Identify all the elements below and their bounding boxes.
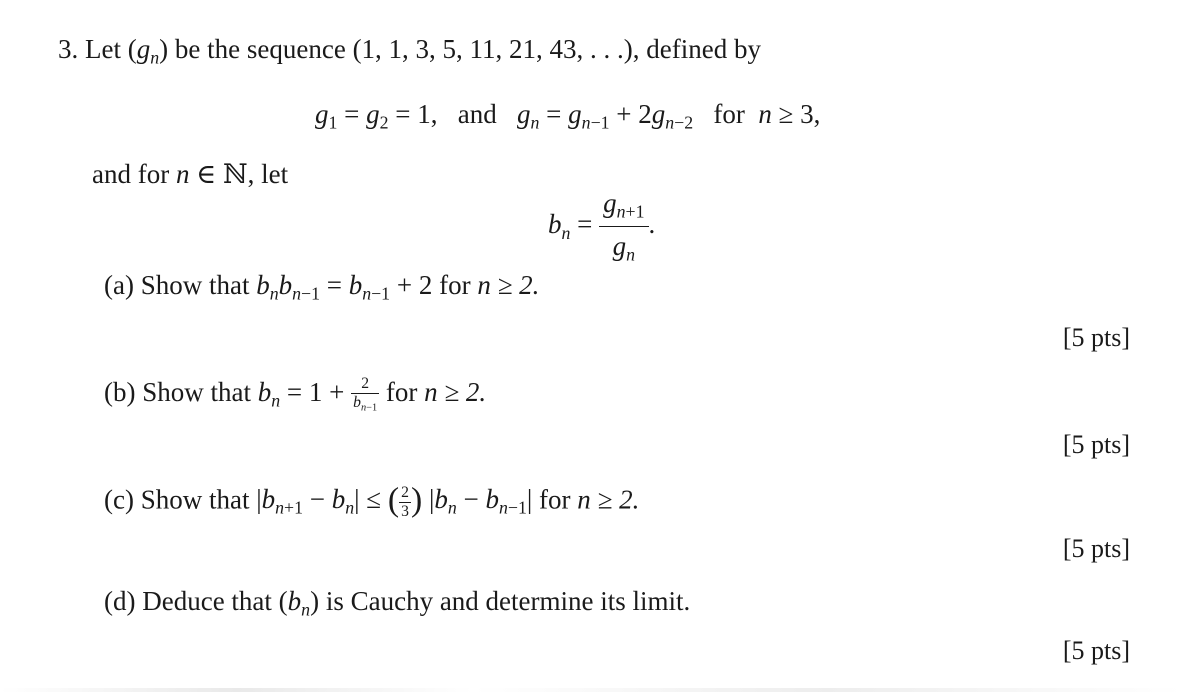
part-d-points: [5 pts] — [1062, 636, 1130, 665]
bn-definition: $b_n$ = $\frac{g_{n+1}}{g_n}$ . — [548, 188, 656, 265]
sequence-symbol: $(g_n)$ — [127, 34, 169, 68]
part-a-label: (a) — [104, 270, 134, 300]
sequence-values: (1, 1, 3, 5, 11, 21, 43, . . .), — [352, 34, 640, 64]
part-a-formula: $b_nb_{n-1} = b_{n-1} + 2$ — [256, 270, 433, 304]
part-a: (a) Show that $b_nb_{n-1} = b_{n-1} + 2$ for n ≥ 2. — [104, 270, 540, 304]
page-edge-shadow — [0, 688, 1182, 692]
part-b-formula: $b_n = 1$ + $\frac{2}{b_{n-1}}$ — [257, 375, 378, 413]
part-c-points: [5 pts] — [1062, 534, 1130, 563]
part-c-label: (c) — [104, 484, 134, 515]
part-b-label: (b) — [104, 376, 136, 407]
problem-statement: 3. Let $(g_n)$ be the sequence (1, 1, 3, 5, 11, 21, 43, . . .), defined by — [58, 34, 762, 68]
part-c-formula: $|b_{n+1} - b_n|$ ≤ ( $\frac{2}{3}$ ) $|b_n - b_{n-1}|$ — [256, 482, 533, 520]
part-c: (c) Show that $|b_{n+1} - b_n|$ ≤ ( $\frac{2}{3}$ ) $|b_n - b_{n-1}|$ for n ≥ 2. — [104, 482, 640, 520]
part-d-formula: $(b_n)$ — [278, 586, 320, 620]
bn-fraction: $\frac{g_{n+1}}{g_n}$ — [599, 190, 648, 264]
part-b: (b) Show that $b_n = 1$ + $\frac{2}{b_{n-1}}$ for n ≥ 2. — [104, 375, 487, 413]
part-d: (d) Deduce that $(b_n)$ is Cauchy and determine its limit. — [104, 586, 691, 620]
definition-intro: and for n ∈ ℕ, let — [92, 159, 289, 189]
problem-number: 3. — [58, 34, 79, 64]
part-d-label: (d) — [104, 586, 136, 616]
part-a-points: [5 pts] — [1062, 323, 1130, 352]
part-b-points: [5 pts] — [1062, 430, 1130, 459]
recurrence-formula: $g_1 = g_2 = 1$, and $g_n = g_{n-1} + 2g_{n-2}$ for n ≥ 3, — [315, 99, 821, 133]
